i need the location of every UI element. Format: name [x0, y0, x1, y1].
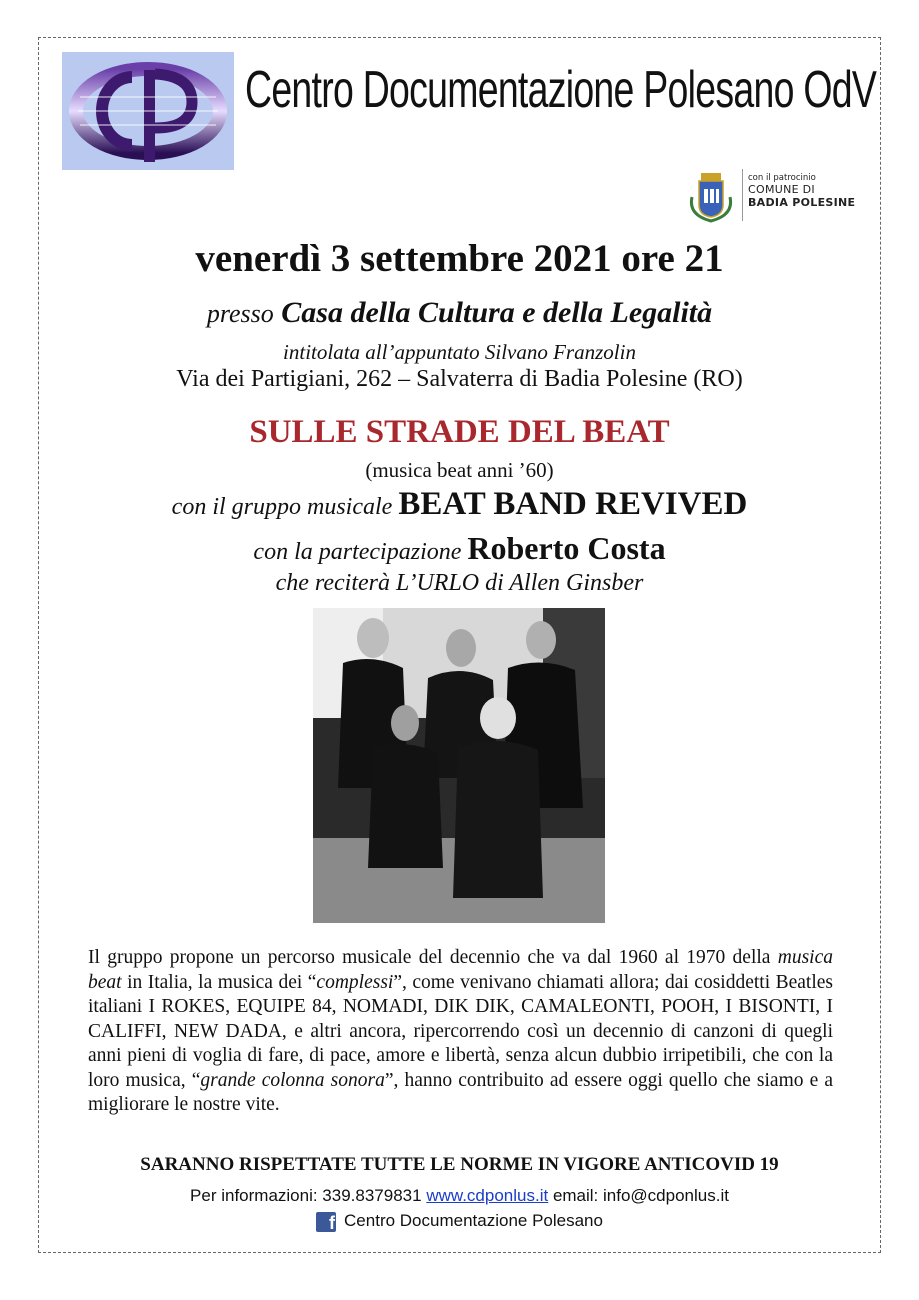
venue-line: [0, 296, 919, 330]
website-link[interactable]: www.cdponlus.it: [426, 1186, 549, 1205]
group-line: [0, 486, 919, 523]
organization-title: Centro Documentazione Polesano OdV: [245, 61, 877, 119]
description-emphasis-3: grande colonna sonora: [200, 1069, 385, 1091]
patronage-divider: [742, 169, 743, 221]
description-part-3: ”, come venivano chiamati allora; dai cosiddetti Beatles italiani I ROKES, EQUIPE 84, NOMADI, DIK DIK, CAMALEONTI, POOH, I BISONTI, I CALIFFI, NEW DADA, e altri ancora, ripercorrendo così un decennio di canzoni di quegli anni pieni di voglia di fare, di pace, amore e libertà, senza alcun dubbio irripetibili, che con la loro musica, “: [88, 971, 833, 1091]
municipal-crest-icon: [686, 167, 736, 223]
venue-name: Casa della Cultura e della Legalità: [281, 296, 713, 329]
covid-notice: SARANNO RISPETTATE TUTTE LE NORME IN VIGORE ANTICOVID 19: [140, 1154, 779, 1175]
patronage-block: [686, 165, 861, 225]
description-emphasis-1: musica beat: [88, 947, 834, 993]
contact-email: email: info@cdponlus.it: [552, 1186, 729, 1205]
cdp-logo-icon: [62, 52, 234, 170]
event-title: SULLE STRADE DEL BEAT: [249, 414, 670, 450]
description-part-2: in Italia, la musica dei “: [121, 971, 317, 993]
group-prefix: con il gruppo musicale: [171, 494, 393, 520]
facebook-line: [0, 1211, 919, 1232]
facebook-page-name: Centro Documentazione Polesano: [344, 1211, 603, 1230]
contact-phone: Per informazioni: 339.8379831: [190, 1186, 422, 1205]
contact-info: [0, 1186, 919, 1206]
band-photo: [313, 608, 605, 923]
event-description: [88, 946, 833, 1118]
patronage-line2: BADIA POLESINE: [748, 196, 856, 209]
description-emphasis-2: complessi: [316, 971, 394, 993]
description-part-1: Il gruppo propone un percorso musicale del decennio che va dal 1960 al 1970 della: [88, 947, 771, 968]
participant-name: Roberto Costa: [467, 530, 666, 566]
venue-dedication: intitolata all’appuntato Silvano Franzolin: [283, 340, 636, 364]
event-subtitle: (musica beat anni ’60): [365, 458, 554, 482]
participation-prefix: con la partecipazione: [253, 539, 462, 565]
description-part-4: ”, hanno contribuito ad essere oggi quello che siamo e a migliorare le nostre vite.: [88, 1069, 834, 1115]
group-name: BEAT BAND REVIVED: [398, 486, 748, 522]
cdp-logo: [62, 52, 234, 170]
recitation-line: che reciterà L’URLO di Allen Ginsber: [275, 570, 644, 596]
patronage-text: [748, 173, 855, 209]
patronage-line1: COMUNE DI: [748, 183, 815, 196]
participation-line: [0, 530, 919, 567]
event-date: venerdì 3 settembre 2021 ore 21: [195, 237, 724, 280]
patronage-label: con il patrocinio: [748, 173, 816, 183]
venue-prefix: presso: [206, 299, 274, 328]
facebook-icon[interactable]: f: [316, 1212, 336, 1232]
venue-address: Via dei Partigiani, 262 – Salvaterra di Badia Polesine (RO): [176, 366, 743, 392]
